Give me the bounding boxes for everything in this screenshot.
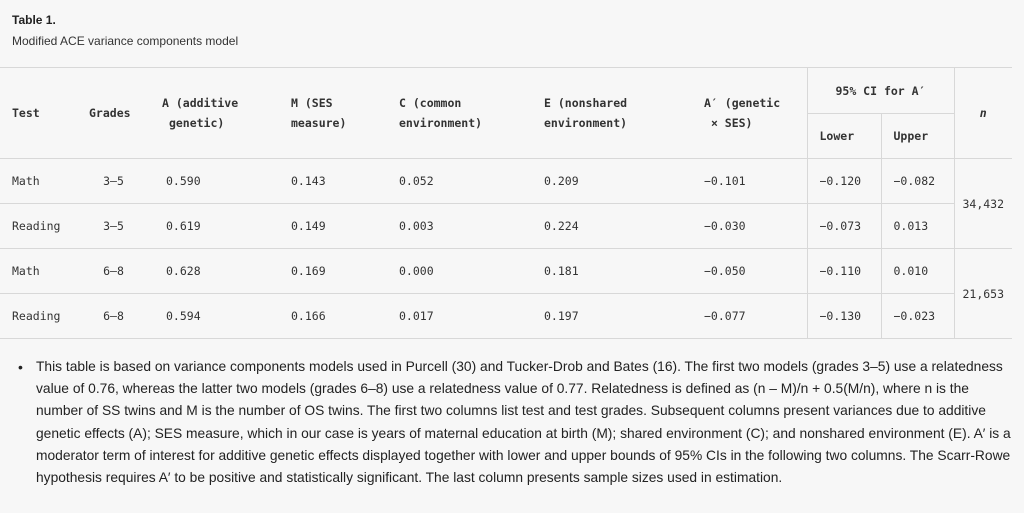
- cell-test: Math: [0, 159, 77, 204]
- cell-test: Reading: [0, 204, 77, 249]
- table-row: [0, 159, 1012, 204]
- table-row: [0, 294, 1012, 339]
- cell-c: 0.000: [387, 249, 532, 294]
- table-footnote: [18, 356, 1012, 489]
- col-header-n: n: [954, 68, 1012, 159]
- cell-upper: −0.082: [881, 159, 954, 204]
- cell-a-prime: −0.101: [692, 159, 807, 204]
- cell-m: 0.143: [279, 159, 387, 204]
- col-header-ci: 95% CI for A′: [807, 68, 954, 114]
- table-row: [0, 249, 1012, 294]
- footnote-text: This table is based on variance components models used in Purcell (30) and Tucker-Drob and Bates (16). The first two models (grades 3–5) use a relatedness value of 0.76, whereas the latter two models (grades 6–8) use a relatedness value of 0.77. Relatedness is defined as (n – M)/n + 0.5(M/n), where n is the number of SS twins and M is the number of OS twins. The first two columns list test and test grades. Subsequent columns present variances due to additive genetic effects (A); SES measure, which in our case is years of maternal education at birth (M); shared environment (C); and nonshared environment (E). A′ is a moderator term of interest for additive genetic effects displayed together with lower and upper bounds of 95% CIs in the following two columns. The Scarr-Rowe hypothesis requires A′ to be positive and statistically significant. The last column presents sample sizes used in estimation.: [36, 359, 1011, 486]
- cell-grades: 6–8: [77, 249, 150, 294]
- cell-e: 0.224: [532, 204, 692, 249]
- col-header-lower: Lower: [807, 114, 881, 159]
- cell-lower: −0.073: [807, 204, 881, 249]
- cell-grades: 3–5: [77, 159, 150, 204]
- col-header-a-prime: A′ (genetic × SES): [692, 68, 807, 159]
- cell-grades: 6–8: [77, 294, 150, 339]
- cell-a: 0.619: [150, 204, 279, 249]
- col-header-a: A (additive genetic): [150, 68, 279, 159]
- col-header-upper: Upper: [881, 114, 954, 159]
- cell-m: 0.169: [279, 249, 387, 294]
- cell-grades: 3–5: [77, 204, 150, 249]
- cell-a-prime: −0.077: [692, 294, 807, 339]
- cell-a: 0.594: [150, 294, 279, 339]
- cell-c: 0.052: [387, 159, 532, 204]
- cell-c: 0.003: [387, 204, 532, 249]
- cell-c: 0.017: [387, 294, 532, 339]
- cell-upper: 0.013: [881, 204, 954, 249]
- cell-test: Math: [0, 249, 77, 294]
- cell-a: 0.590: [150, 159, 279, 204]
- cell-upper: 0.010: [881, 249, 954, 294]
- cell-e: 0.209: [532, 159, 692, 204]
- cell-m: 0.149: [279, 204, 387, 249]
- cell-lower: −0.110: [807, 249, 881, 294]
- col-header-m: M (SES measure): [279, 68, 387, 159]
- cell-test: Reading: [0, 294, 77, 339]
- table-subtitle: Modified ACE variance components model: [12, 34, 239, 48]
- cell-a-prime: −0.030: [692, 204, 807, 249]
- table-title: Table 1.: [12, 13, 56, 27]
- cell-m: 0.166: [279, 294, 387, 339]
- cell-n: 21,653: [954, 249, 1012, 339]
- cell-a-prime: −0.050: [692, 249, 807, 294]
- col-header-test: Test: [0, 68, 77, 159]
- variance-components-table: [0, 67, 1012, 339]
- cell-a: 0.628: [150, 249, 279, 294]
- cell-e: 0.197: [532, 294, 692, 339]
- col-header-grades: Grades: [77, 68, 150, 159]
- col-header-c: C (common environment): [387, 68, 532, 159]
- cell-lower: −0.130: [807, 294, 881, 339]
- table-row: [0, 204, 1012, 249]
- header-row: [0, 68, 1012, 114]
- cell-e: 0.181: [532, 249, 692, 294]
- bullet-icon: •: [18, 359, 23, 375]
- cell-n: 34,432: [954, 159, 1012, 249]
- cell-lower: −0.120: [807, 159, 881, 204]
- table-caption: [12, 12, 238, 49]
- cell-upper: −0.023: [881, 294, 954, 339]
- col-header-e: E (nonshared environment): [532, 68, 692, 159]
